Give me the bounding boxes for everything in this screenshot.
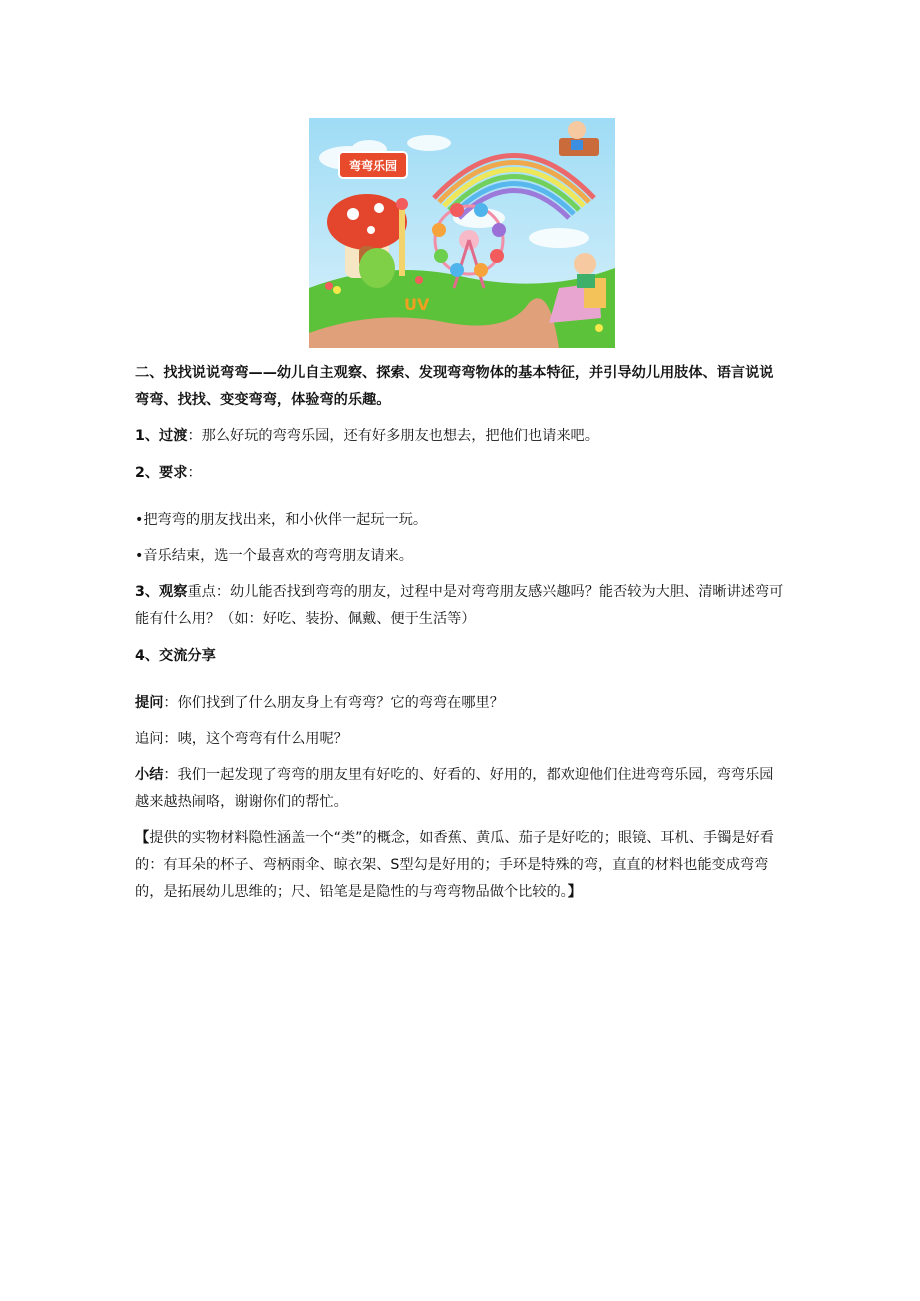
item-observation-label: 3、观察: [135, 584, 188, 600]
note-open-bracket: 【: [135, 830, 150, 846]
followup-text: ：咦，这个弯弯有什么用呢？: [163, 731, 348, 747]
logo-text: UV: [404, 295, 430, 314]
note-paragraph: [135, 825, 785, 906]
item-transition-label: 1、过渡: [135, 428, 188, 444]
sign-text: 弯弯乐园: [348, 159, 398, 173]
bullet-item: •把弯弯的朋友找出来，和小伙伴一起玩一玩。: [135, 512, 428, 528]
item-transition-text: ：那么好玩的弯弯乐园，还有好多朋友也想去，把他们也请来吧。: [187, 428, 599, 444]
item-transition: [135, 423, 785, 450]
section-heading: 二、找找说说弯弯——幼儿自主观察、探索、发现弯弯物体的基本特征，并引导幼儿用肢体、语言说说弯弯、找找、变变弯弯，体验弯的乐趣。: [135, 365, 774, 408]
followup-line: [135, 726, 785, 753]
note-close-bracket: 】: [567, 884, 582, 900]
question-label: 提问: [135, 695, 164, 711]
bullet-item: •音乐结束，选一个最喜欢的弯弯朋友请来。: [135, 548, 413, 564]
summary-paragraph: [135, 762, 785, 816]
document-body: [135, 360, 785, 906]
item-sharing-label: 4、交流分享: [135, 648, 216, 664]
curved-paradise-illustration: [309, 118, 615, 348]
question-text: ：你们找到了什么朋友身上有弯弯？它的弯弯在哪里？: [163, 695, 504, 711]
followup-label: 追问: [135, 731, 164, 747]
summary-text: ：我们一起发现了弯弯的朋友里有好吃的、好看的、好用的，都欢迎他们住进弯弯乐园，弯弯乐园越来越热闹咯，谢谢你们的帮忙。: [135, 767, 774, 810]
summary-label: 小结: [135, 767, 164, 783]
note-text: 提供的实物材料隐性涵盖一个“类”的概念，如香蕉、黄瓜、茄子是好吃的；眼镜、耳机、手镯是好看的：有耳朵的杯子、弯柄雨伞、晾衣架、S型勾是好用的；手环是特殊的弯，直直的材料也能变成弯弯的，是拓展幼儿思维的；尺、铅笔是是隐性的与弯弯物品做个比较的。: [135, 830, 774, 900]
illustration-svg: [309, 118, 615, 348]
sign-board: [339, 152, 407, 178]
item-requirements: [135, 460, 785, 487]
item-requirements-colon: ：: [187, 465, 202, 481]
item-sharing: [135, 643, 785, 670]
question-line: [135, 690, 785, 717]
item-observation: [135, 579, 785, 633]
item-requirements-label: 2、要求: [135, 465, 188, 481]
item-observation-text: 重点：幼儿能否找到弯弯的朋友，过程中是对弯弯朋友感兴趣吗？能否较为大胆、清晰讲述弯可能有什么用？（如：好吃、装扮、佩戴、便于生活等）: [135, 584, 784, 627]
